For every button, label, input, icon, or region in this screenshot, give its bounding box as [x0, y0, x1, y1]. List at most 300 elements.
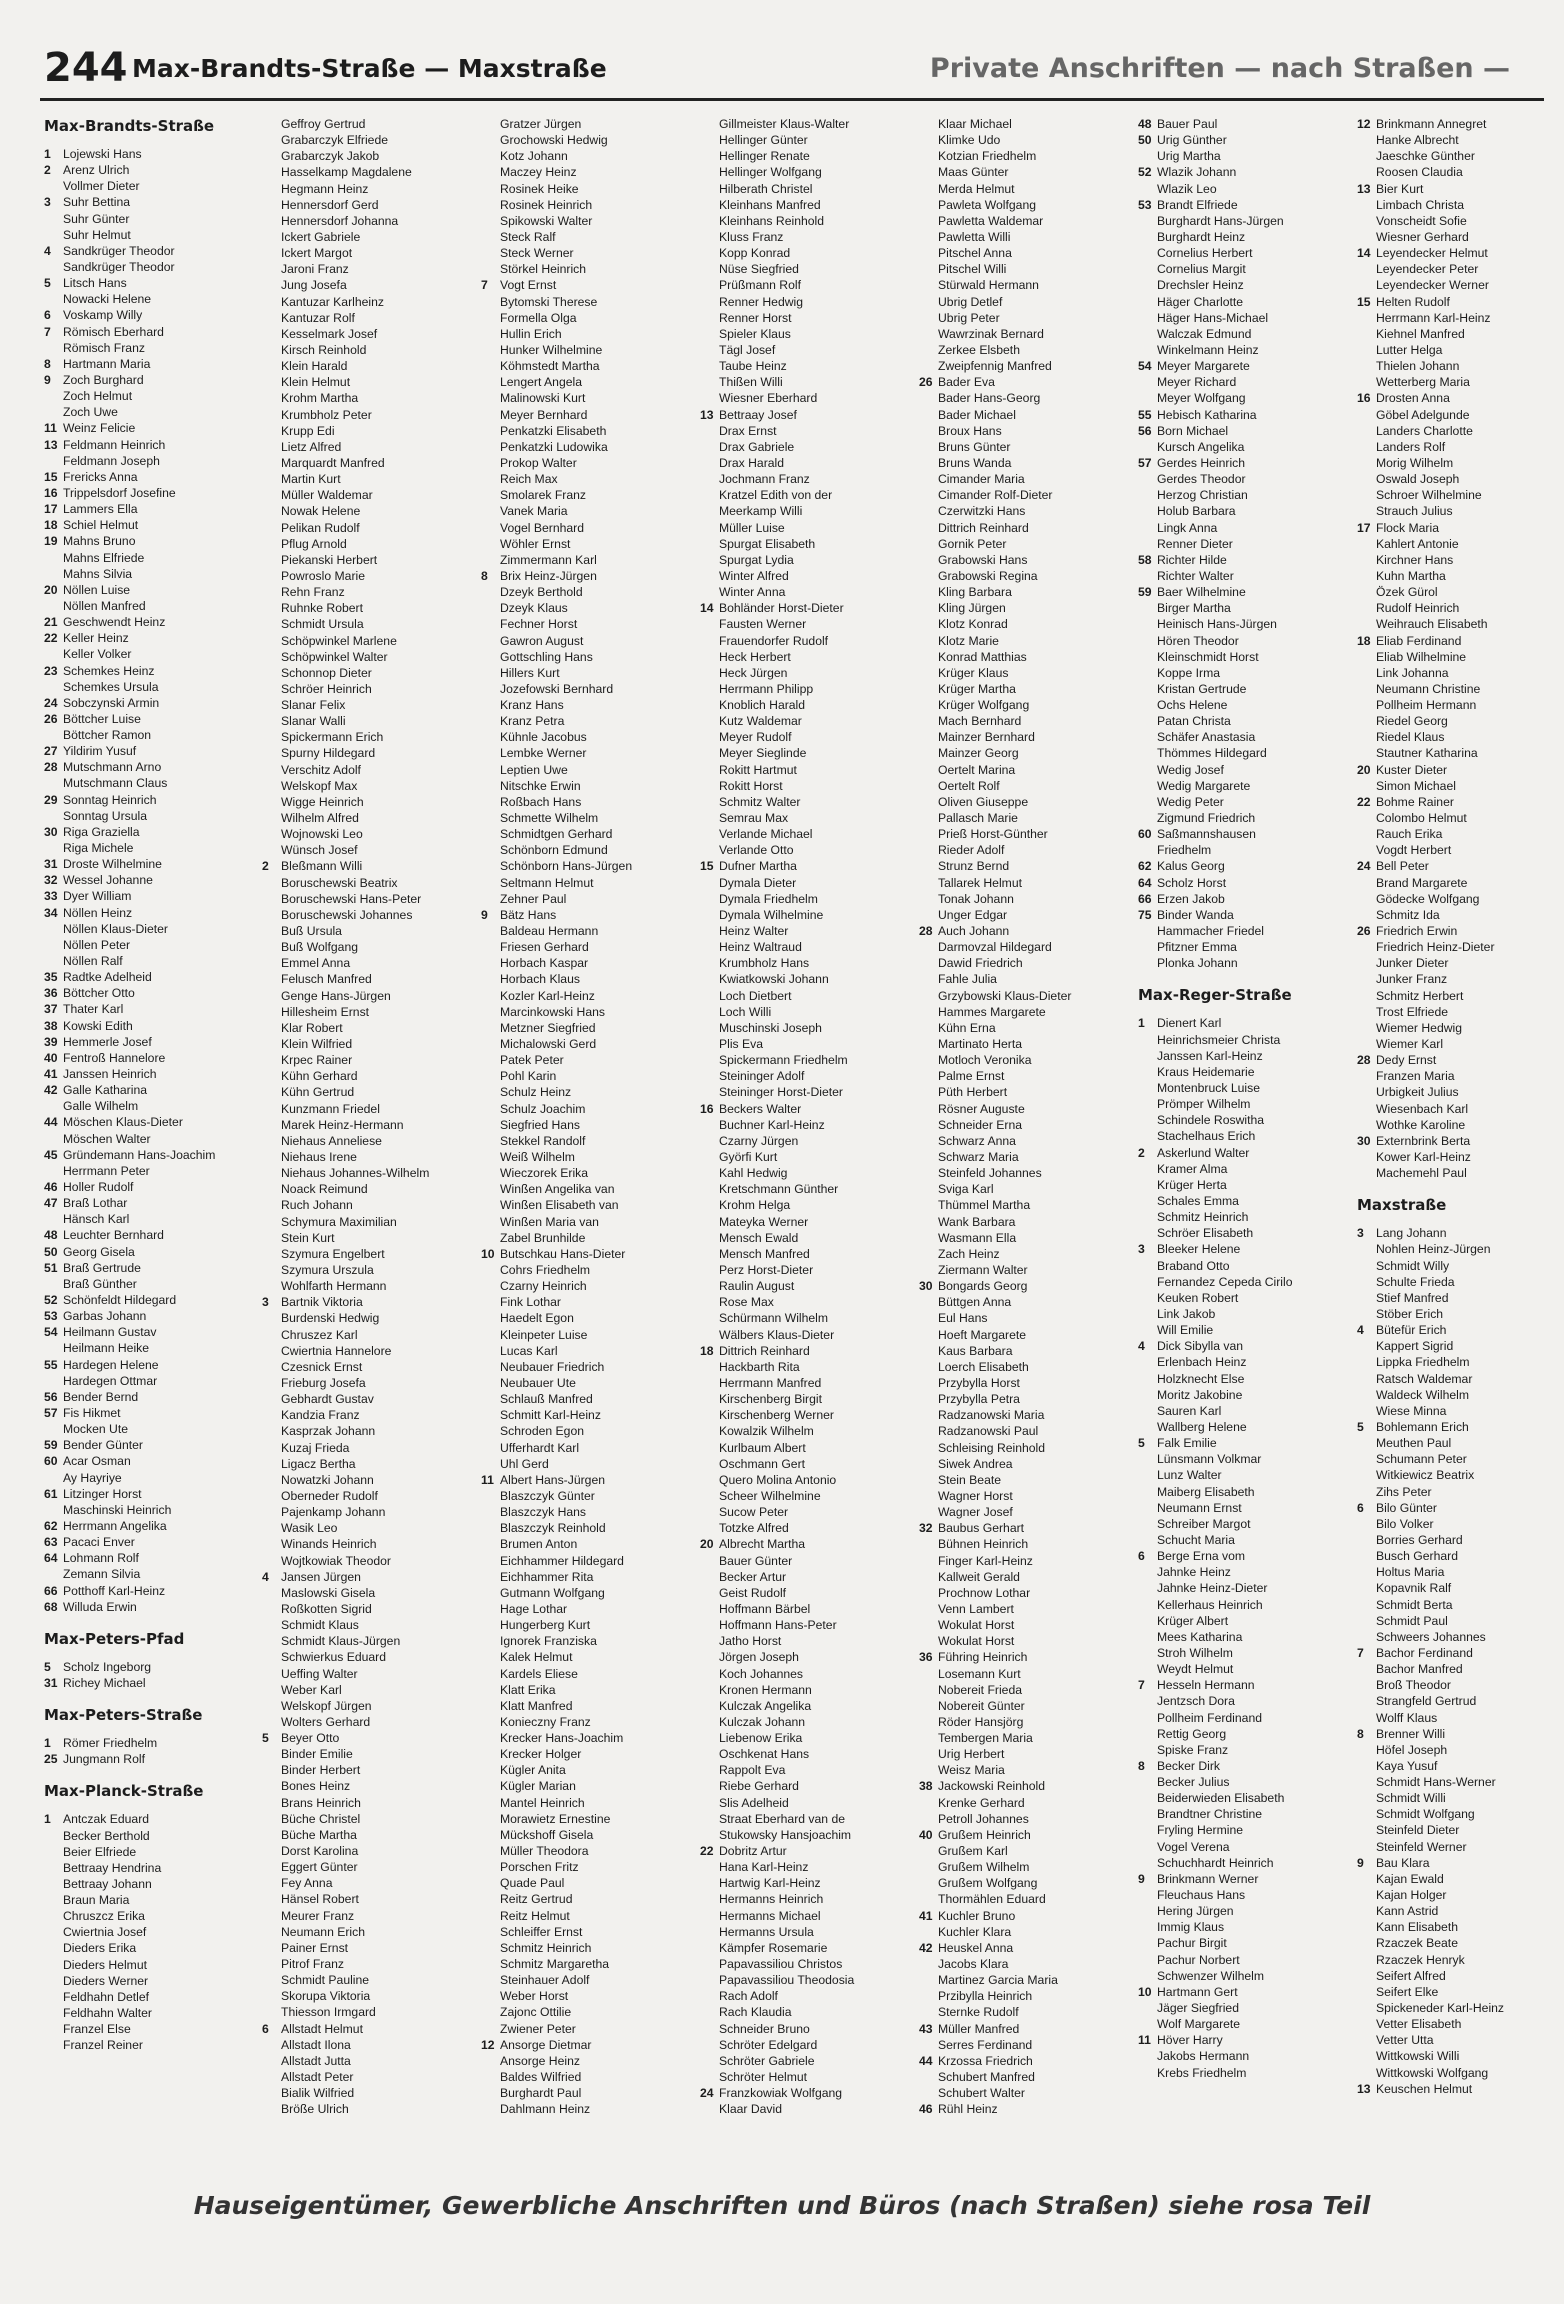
resident-name: Binder Emilie — [281, 1747, 353, 1762]
list-item — [44, 1050, 230, 1066]
house-number: 30 — [919, 1279, 933, 1294]
resident-name: Zehner Paul — [500, 891, 567, 906]
resident-name: Schuchhardt Heinrich — [1157, 1855, 1274, 1870]
resident-name: Hoeft Margarete — [938, 1327, 1027, 1342]
resident-name: Czarny Heinrich — [500, 1279, 587, 1294]
resident-name: Franzel Else — [63, 2022, 131, 2037]
house-number: 16 — [700, 1101, 714, 1116]
resident-name: Hungerberg Kurt — [500, 1618, 591, 1633]
list-item — [44, 1324, 230, 1340]
list-item — [1357, 374, 1543, 390]
list-item — [700, 1714, 886, 1730]
list-item — [1138, 1209, 1324, 1225]
resident-name: Schröter Gabriele — [719, 2053, 815, 2068]
list-item — [919, 1165, 1105, 1181]
resident-name: Siwek Andrea — [938, 1456, 1013, 1471]
resident-name: Zoch Burghard — [63, 372, 144, 387]
list-item — [919, 729, 1105, 745]
resident-name: Keller Volker — [63, 647, 132, 662]
list-item — [262, 1569, 448, 1585]
list-item — [919, 1940, 1105, 1956]
list-item — [481, 310, 667, 326]
house-number: 64 — [44, 1551, 58, 1566]
resident-name: Mees Katharina — [1157, 1629, 1243, 1644]
list-item — [262, 1520, 448, 1536]
resident-name: Gödecke Wolfgang — [1376, 891, 1480, 906]
list-item — [44, 598, 230, 614]
list-item — [44, 824, 230, 840]
resident-name: Walczak Edmund — [1157, 326, 1252, 341]
resident-name: Sucow Peter — [719, 1505, 789, 1520]
list-item — [700, 1310, 886, 1326]
resident-name: Dedy Ernst — [1376, 1053, 1437, 1068]
list-item — [1138, 358, 1324, 374]
resident-name: Spickermann Friedhelm — [719, 1053, 848, 1068]
list-item — [481, 568, 667, 584]
list-item — [1138, 1758, 1324, 1774]
list-item — [262, 455, 448, 471]
resident-name: Hillers Kurt — [500, 665, 560, 680]
list-item — [44, 404, 230, 420]
list-item — [919, 2021, 1105, 2037]
resident-name: Weisz Maria — [938, 1763, 1005, 1778]
list-item — [700, 1052, 886, 1068]
resident-name: Spickeneder Karl-Heinz — [1376, 2001, 1505, 2016]
resident-name: Schröter Helmut — [719, 2070, 808, 2085]
resident-name: Kahl Hedwig — [719, 1166, 788, 1181]
resident-name: Bruns Wanda — [938, 455, 1012, 470]
list-item — [1357, 858, 1543, 874]
house-number: 28 — [44, 760, 58, 775]
list-item — [481, 2037, 667, 2053]
list-item — [262, 2004, 448, 2020]
list-item — [1357, 1710, 1543, 1726]
list-item — [1138, 181, 1324, 197]
list-item — [481, 1375, 667, 1391]
house-number: 32 — [44, 873, 58, 888]
resident-name: Leptien Uwe — [500, 762, 568, 777]
resident-name: Wothke Karoline — [1376, 1117, 1466, 1132]
resident-name: Emmel Anna — [281, 956, 351, 971]
resident-name: Pacaci Enver — [63, 1535, 135, 1550]
resident-name: Weydt Helmut — [1157, 1662, 1234, 1677]
house-number: 15 — [44, 469, 58, 484]
list-item — [919, 616, 1105, 632]
list-item — [481, 407, 667, 423]
resident-name: Lucas Karl — [500, 1343, 558, 1358]
list-item — [1138, 520, 1324, 536]
resident-name: Pitschel Anna — [938, 246, 1012, 261]
list-item — [1357, 1101, 1543, 1117]
resident-name: Blaszczyk Reinhold — [500, 1521, 606, 1536]
list-item — [919, 1391, 1105, 1407]
list-item — [700, 277, 886, 293]
list-item — [700, 503, 886, 519]
resident-name: Krumbholz Hans — [719, 956, 810, 971]
list-item — [1357, 810, 1543, 826]
resident-name: Metzner Siegfried — [500, 1020, 596, 1035]
resident-name: Antczak Eduard — [63, 1812, 150, 1827]
resident-name: Stautner Katharina — [1376, 746, 1478, 761]
resident-name: Kranz Petra — [500, 714, 565, 729]
resident-name: Morawietz Ernestine — [500, 1811, 611, 1826]
list-item — [262, 1682, 448, 1698]
list-item — [1357, 326, 1543, 342]
resident-name: Schmidt Paul — [1376, 1613, 1448, 1628]
list-item — [44, 1876, 230, 1892]
resident-name: Ubrig Peter — [938, 310, 1000, 325]
resident-name: Piekanski Herbert — [281, 552, 378, 567]
resident-name: Vonscheidt Sofie — [1376, 213, 1467, 228]
list-item — [481, 1052, 667, 1068]
resident-name: Braband Otto — [1157, 1258, 1230, 1273]
resident-name: Flock Maria — [1376, 520, 1439, 535]
list-item — [481, 1585, 667, 1601]
list-item — [481, 1294, 667, 1310]
resident-name: Formella Olga — [500, 310, 577, 325]
resident-name: Born Michael — [1157, 423, 1229, 438]
resident-name: Wigge Heinrich — [281, 794, 364, 809]
list-item — [1138, 1322, 1324, 1338]
resident-name: Püth Herbert — [938, 1085, 1008, 1100]
list-item — [919, 955, 1105, 971]
resident-name: Friedhelm — [1157, 843, 1212, 858]
house-number: 18 — [44, 518, 58, 533]
list-item — [1357, 681, 1543, 697]
list-item — [1357, 1435, 1543, 1451]
resident-name: Klaar Michael — [938, 117, 1012, 131]
list-item — [481, 665, 667, 681]
house-number: 3 — [1138, 1242, 1145, 1257]
resident-name: Fernandez Cepeda Cirilo — [1157, 1274, 1293, 1289]
list-item — [700, 1536, 886, 1552]
list-item — [481, 1165, 667, 1181]
resident-name: Winkelmann Heinz — [1157, 342, 1259, 357]
list-item — [481, 1278, 667, 1294]
resident-name: Papavassiliou Christos — [719, 1957, 843, 1972]
resident-name: Keuken Robert — [1157, 1290, 1239, 1305]
resident-name: Knoblich Harald — [719, 698, 806, 713]
list-item — [262, 1601, 448, 1617]
resident-name: Herrmann Karl-Heinz — [1376, 310, 1491, 325]
house-number: 56 — [1138, 423, 1152, 438]
list-item — [700, 310, 886, 326]
list-item — [262, 1795, 448, 1811]
resident-name: Hermanns Michael — [719, 1908, 821, 1923]
list-item — [1138, 584, 1324, 600]
house-number: 36 — [44, 986, 58, 1001]
list-item — [1357, 407, 1543, 423]
list-item — [262, 1633, 448, 1649]
resident-name: Nitschke Erwin — [500, 778, 581, 793]
resident-name: Dienert Karl — [1157, 1016, 1222, 1031]
list-item — [1357, 1935, 1543, 1951]
resident-name: Allstadt Ilona — [281, 2037, 351, 2052]
resident-name: Schwenzer Wilhelm — [1157, 1968, 1265, 1983]
list-item — [1357, 1871, 1543, 1887]
list-item — [262, 1859, 448, 1875]
list-item — [919, 1908, 1105, 1924]
list-item — [1357, 1274, 1543, 1290]
list-item — [481, 1181, 667, 1197]
resident-name: Vetter Elisabeth — [1376, 2017, 1462, 2032]
resident-name: Kranz Hans — [500, 698, 564, 713]
list-item — [1138, 1935, 1324, 1951]
resident-name: Zimmermann Karl — [500, 552, 597, 567]
resident-name: Mensch Manfred — [719, 1246, 810, 1261]
list-item — [262, 1246, 448, 1262]
list-item — [1357, 1004, 1543, 1020]
list-item — [1138, 390, 1324, 406]
resident-name: Nöllen Peter — [63, 937, 131, 952]
list-item — [262, 1181, 448, 1197]
list-item — [481, 116, 667, 132]
resident-name: Maschinski Heinrich — [63, 1502, 172, 1517]
list-item — [1357, 1322, 1543, 1338]
resident-name: Herrmann Angelika — [63, 1518, 167, 1533]
list-item — [1138, 794, 1324, 810]
resident-name: Ziermann Walter — [938, 1262, 1028, 1277]
resident-name: Leyendecker Helmut — [1376, 246, 1488, 261]
resident-name: Porschen Fritz — [500, 1860, 579, 1875]
house-number: 7 — [1138, 1678, 1145, 1693]
list-item — [262, 1827, 448, 1843]
resident-name: Pachur Norbert — [1157, 1952, 1240, 1967]
resident-name: Müller Waldemar — [281, 488, 373, 503]
list-item — [1357, 261, 1543, 277]
resident-name: Györfi Kurt — [719, 1150, 778, 1164]
resident-name: Kluss Franz — [719, 229, 784, 244]
resident-name: Thümmel Martha — [938, 1198, 1031, 1213]
resident-name: Kajan Ewald — [1376, 1871, 1444, 1886]
resident-name: Binder Herbert — [281, 1763, 361, 1778]
resident-name: Janssen Heinrich — [63, 1067, 157, 1082]
resident-name: Bohme Rainer — [1376, 794, 1454, 809]
list-item — [481, 1827, 667, 1843]
list-item — [481, 1068, 667, 1084]
list-item — [919, 697, 1105, 713]
house-number: 25 — [44, 1752, 58, 1767]
resident-name: Hullin Erich — [500, 326, 562, 341]
resident-name: Schmidt Willi — [1376, 1791, 1446, 1806]
list-item — [481, 1020, 667, 1036]
resident-name: Mahns Bruno — [63, 534, 136, 549]
list-item — [1357, 1306, 1543, 1322]
resident-name: Schmitz Heinrich — [1157, 1210, 1249, 1225]
list-item — [919, 471, 1105, 487]
list-item — [1138, 1241, 1324, 1257]
list-item — [1357, 1516, 1543, 1532]
list-item — [1357, 390, 1543, 406]
resident-name: Borries Gerhard — [1376, 1532, 1463, 1547]
list-item — [919, 2037, 1105, 2053]
list-item — [1357, 1403, 1543, 1419]
list-item — [481, 826, 667, 842]
resident-name: Gerdes Theodor — [1157, 472, 1246, 487]
street-heading: Maxstraße — [1357, 1196, 1447, 1215]
resident-name: Bachor Manfred — [1376, 1662, 1463, 1677]
list-item — [700, 1181, 886, 1197]
list-item — [919, 1536, 1105, 1552]
list-item — [481, 1746, 667, 1762]
list-item — [919, 197, 1105, 213]
list-item — [481, 1553, 667, 1569]
list-item — [262, 164, 448, 180]
resident-name: Fahle Julia — [938, 972, 997, 987]
house-number: 10 — [1138, 1984, 1152, 1999]
list-item — [481, 842, 667, 858]
resident-name: Stukowsky Hansjoachim — [719, 1827, 852, 1842]
list-item — [919, 1117, 1105, 1133]
list-item — [262, 858, 448, 874]
resident-name: Hartmann Gert — [1157, 1984, 1238, 1999]
list-item — [919, 1004, 1105, 1020]
resident-name: Böttcher Otto — [63, 986, 135, 1001]
list-item — [919, 164, 1105, 180]
list-item — [481, 1472, 667, 1488]
list-item — [481, 503, 667, 519]
list-item — [481, 1778, 667, 1794]
resident-name: Steck Ralf — [500, 229, 556, 244]
list-item — [1138, 1855, 1324, 1871]
resident-name: Strangfeld Gertrud — [1376, 1694, 1477, 1709]
list-item — [481, 633, 667, 649]
resident-name: Krecker Holger — [500, 1747, 582, 1762]
list-item — [481, 1391, 667, 1407]
list-item — [481, 1730, 667, 1746]
house-number: 12 — [481, 2037, 495, 2052]
list-item — [481, 1569, 667, 1585]
list-item — [481, 1633, 667, 1649]
house-number: 4 — [262, 1569, 269, 1584]
resident-name: Cohrs Friedhelm — [500, 1262, 591, 1277]
house-number: 13 — [44, 437, 58, 452]
house-number: 40 — [919, 1827, 933, 1842]
resident-name: Schindele Roswitha — [1157, 1113, 1265, 1128]
resident-name: Wiesner Eberhard — [719, 391, 818, 406]
resident-name: Stroh Wilhelm — [1157, 1645, 1233, 1660]
list-item — [700, 1940, 886, 1956]
list-item — [1138, 132, 1324, 148]
list-item — [481, 600, 667, 616]
resident-name: Neubauer Ute — [500, 1375, 576, 1390]
resident-name: Rühl Heinz — [938, 2102, 998, 2117]
list-item — [44, 1437, 230, 1453]
house-number: 37 — [44, 1002, 58, 1017]
resident-name: Galle Wilhelm — [63, 1099, 139, 1114]
list-item — [700, 1020, 886, 1036]
resident-name: Externbrink Berta — [1376, 1133, 1471, 1148]
resident-name: Hören Theodor — [1157, 633, 1239, 648]
directory-column-6 — [1138, 116, 1324, 2081]
list-item — [1138, 1774, 1324, 1790]
list-item — [700, 1520, 886, 1536]
resident-name: Renner Dieter — [1157, 536, 1233, 551]
list-item — [262, 665, 448, 681]
resident-name: Bohländer Horst-Dieter — [719, 601, 844, 616]
house-number: 54 — [44, 1325, 58, 1340]
list-item — [919, 1811, 1105, 1827]
resident-name: Yildirim Yusuf — [63, 744, 137, 759]
resident-name: Morig Wilhelm — [1376, 455, 1454, 470]
list-item — [1138, 213, 1324, 229]
house-number: 62 — [44, 1518, 58, 1533]
list-item — [919, 1569, 1105, 1585]
list-item — [1138, 1806, 1324, 1822]
list-item — [1138, 1661, 1324, 1677]
list-item — [481, 471, 667, 487]
resident-name: Bytomski Therese — [500, 294, 598, 309]
house-number: 3 — [1357, 1226, 1364, 1241]
resident-name: Kleinhans Manfred — [719, 197, 821, 212]
list-item — [700, 681, 886, 697]
list-item — [919, 1762, 1105, 1778]
resident-name: Renner Horst — [719, 310, 792, 325]
resident-name: Wlazik Johann — [1157, 165, 1237, 180]
street-heading: Max-Reger-Straße — [1138, 986, 1292, 1005]
list-item — [1357, 794, 1543, 810]
list-item — [44, 1147, 230, 1163]
list-item — [919, 1262, 1105, 1278]
list-item — [481, 971, 667, 987]
list-item — [481, 1262, 667, 1278]
list-item — [1357, 520, 1543, 536]
resident-name: Hackbarth Rita — [719, 1359, 800, 1374]
resident-name: Jahnke Heinz-Dieter — [1157, 1581, 1268, 1596]
resident-name: Vogt Ernst — [500, 278, 557, 293]
list-item — [919, 1133, 1105, 1149]
resident-name: Uhl Gerd — [500, 1456, 549, 1471]
resident-name: Dieders Werner — [63, 1973, 149, 1988]
list-item — [44, 888, 230, 904]
house-number: 8 — [481, 568, 488, 583]
resident-name: Perz Horst-Dieter — [719, 1262, 814, 1277]
list-item — [1357, 745, 1543, 761]
resident-name: Rehn Franz — [281, 585, 345, 600]
resident-name: Nowak Helene — [281, 504, 361, 519]
resident-name: Lippka Friedhelm — [1376, 1355, 1470, 1370]
resident-name: Kühn Erna — [938, 1020, 996, 1035]
house-number: 43 — [919, 2021, 933, 2036]
resident-name: Geist Rudolf — [719, 1585, 787, 1600]
list-item — [44, 1502, 230, 1518]
resident-name: Sobczynski Armin — [63, 695, 160, 710]
list-item — [700, 487, 886, 503]
resident-name: Hilberath Christel — [719, 181, 813, 196]
list-item — [919, 1746, 1105, 1762]
resident-name: Oliven Giuseppe — [938, 794, 1029, 809]
resident-name: Schmidt Pauline — [281, 1973, 370, 1988]
list-item — [44, 1735, 230, 1751]
list-item — [919, 1553, 1105, 1569]
list-item — [1357, 294, 1543, 310]
list-item — [262, 1343, 448, 1359]
list-item — [44, 1599, 230, 1615]
resident-name: Maczey Heinz — [500, 165, 577, 180]
list-item — [481, 875, 667, 891]
list-item — [1357, 616, 1543, 632]
list-item — [700, 729, 886, 745]
house-number: 18 — [1357, 633, 1371, 648]
house-number: 31 — [44, 1675, 58, 1690]
resident-name: Feldhahn Walter — [63, 2006, 152, 2021]
resident-name: Maslowski Gisela — [281, 1585, 376, 1600]
list-item — [44, 420, 230, 436]
list-item — [919, 939, 1105, 955]
list-item — [700, 2037, 886, 2053]
list-item — [262, 697, 448, 713]
list-item — [1357, 1855, 1543, 1871]
